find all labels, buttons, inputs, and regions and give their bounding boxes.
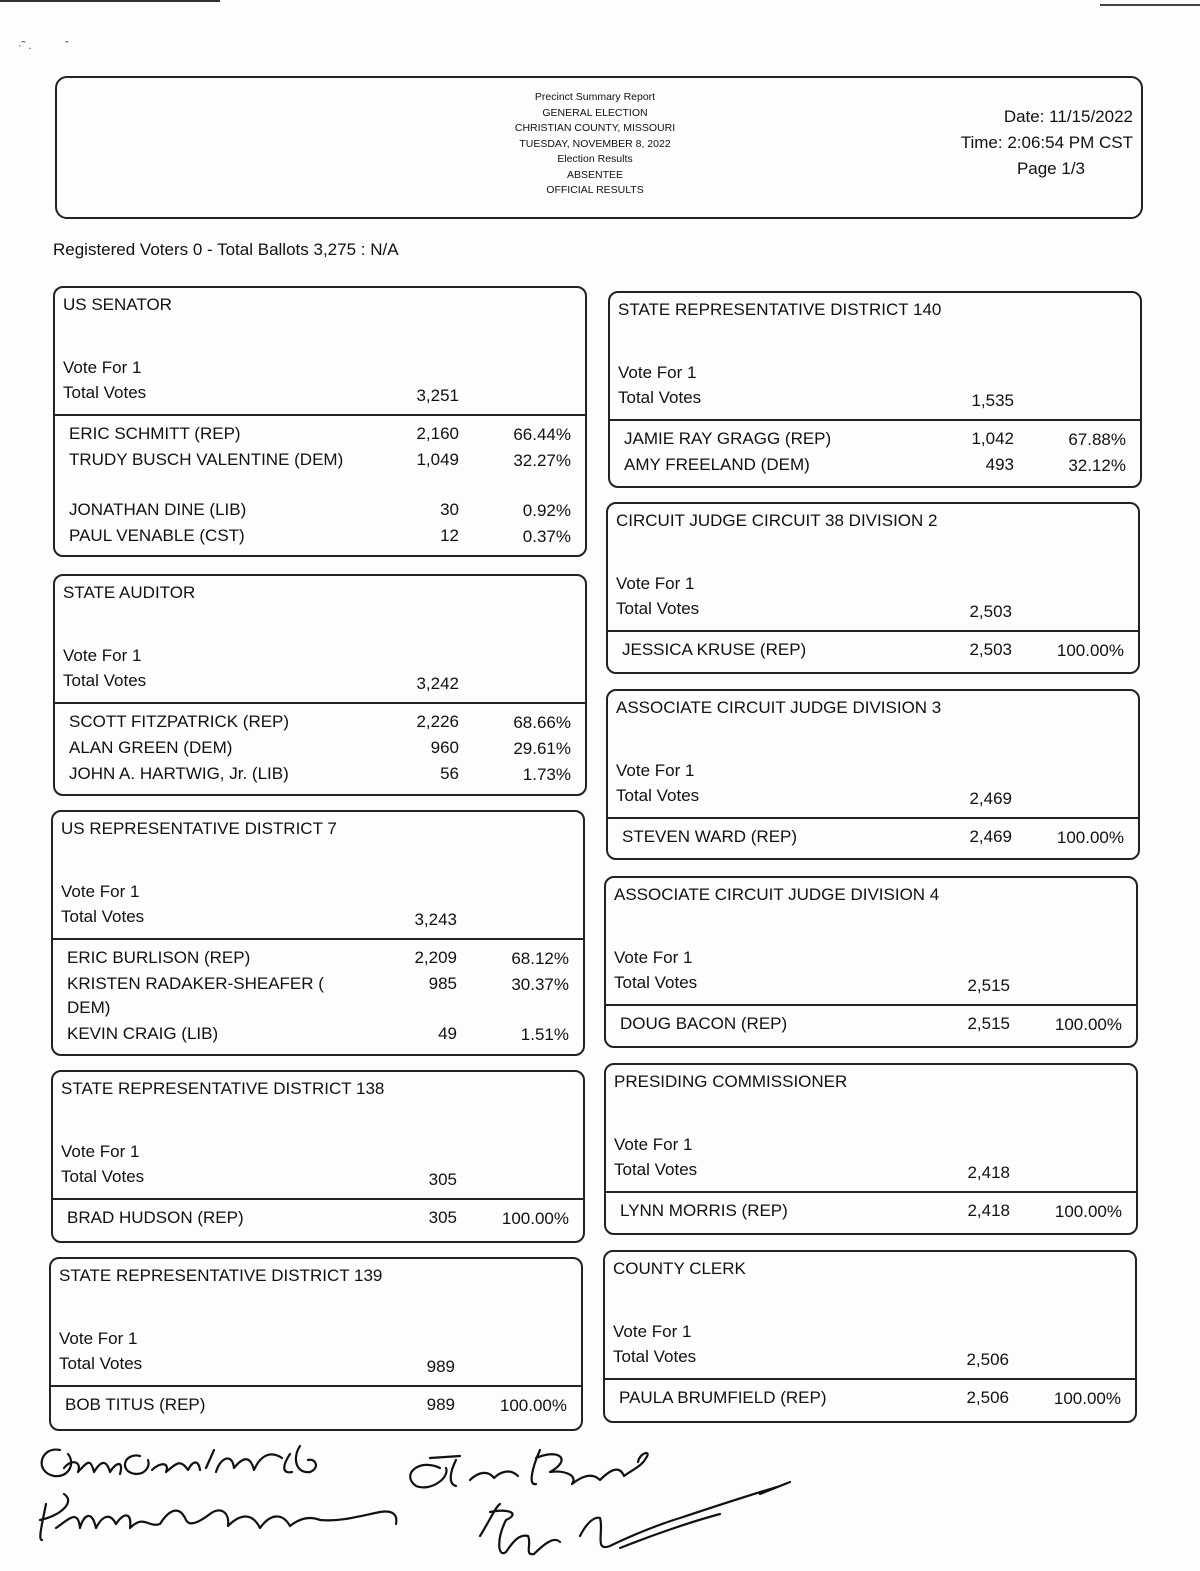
contest-title: STATE AUDITOR	[63, 583, 196, 602]
candidate-name: TRUDY BUSCH VALENTINE (DEM)	[69, 450, 344, 469]
candidate-list	[610, 427, 1140, 479]
candidate-votes: 2,418	[967, 1201, 1010, 1220]
total-votes-value: 989	[426, 1357, 455, 1376]
candidate-votes: 56	[440, 764, 459, 783]
ballot-type: ABSENTEE	[566, 168, 624, 181]
candidate-percent: 68.66%	[513, 713, 571, 732]
candidate-votes: 2,226	[416, 712, 459, 731]
ballot-summary: Registered Voters 0 - Total Ballots 3,275 : N/A	[53, 240, 399, 259]
official-label: OFFICIAL RESULTS	[546, 184, 644, 196]
vote-for-label: Vote For 1	[59, 1329, 138, 1348]
vote-for-label: Vote For 1	[613, 1322, 692, 1341]
total-votes-value: 2,506	[966, 1350, 1009, 1369]
total-votes-label: Total Votes	[59, 1354, 143, 1373]
contest-title: STATE REPRESENTATIVE DISTRICT 138	[61, 1079, 385, 1098]
candidate-name: AMY FREELAND (DEM)	[624, 455, 810, 474]
candidate-votes: 2,160	[416, 424, 459, 443]
candidate-percent: 100.00%	[1053, 1389, 1121, 1408]
candidate-name: LYNN MORRIS (REP)	[620, 1201, 788, 1220]
candidate-row	[55, 524, 585, 550]
contest-title: CIRCUIT JUDGE CIRCUIT 38 DIVISION 2	[616, 511, 938, 530]
candidate-percent: 1.73%	[522, 765, 571, 784]
signature-1	[42, 1446, 316, 1476]
total-votes-value: 2,515	[967, 976, 1010, 995]
signature-4	[480, 1482, 790, 1554]
candidate-name: KEVIN CRAIG (LIB)	[67, 1024, 219, 1043]
contest-title: STATE REPRESENTATIVE DISTRICT 139	[59, 1266, 383, 1285]
contest-box	[603, 1250, 1137, 1423]
candidate-votes: 12	[440, 526, 459, 545]
contest-box	[53, 574, 587, 796]
signatures	[20, 1428, 820, 1568]
contest-title: US REPRESENTATIVE DISTRICT 7	[61, 819, 337, 838]
county-name: CHRISTIAN COUNTY, MISSOURI	[514, 122, 676, 134]
report-time: Time: 2:06:54 PM CST	[960, 133, 1133, 152]
contest-box	[606, 689, 1140, 860]
candidate-percent: 67.88%	[1068, 430, 1126, 449]
signature-3	[410, 1450, 647, 1487]
candidate-name: BOB TITUS (REP)	[65, 1395, 206, 1414]
candidate-votes: 305	[428, 1208, 457, 1227]
candidate-row	[51, 1393, 581, 1419]
contest-title: ASSOCIATE CIRCUIT JUDGE DIVISION 3	[616, 698, 942, 717]
candidate-percent: 68.12%	[511, 949, 569, 968]
scan-edge-line-left	[0, 0, 220, 2]
vote-for-label: Vote For 1	[618, 363, 697, 382]
page-number: Page 1/3	[1016, 159, 1085, 178]
candidate-percent: 100.00%	[1056, 828, 1124, 847]
scan-edge-marks	[0, 0, 1200, 14]
candidate-name: DOUG BACON (REP)	[620, 1014, 788, 1033]
candidate-row	[608, 825, 1138, 851]
total-votes-label: Total Votes	[61, 1167, 145, 1186]
total-votes-value: 1,535	[971, 391, 1014, 410]
candidate-percent: 100.00%	[501, 1209, 569, 1228]
total-votes-value: 2,418	[967, 1163, 1010, 1182]
vote-for-label: Vote For 1	[616, 761, 695, 780]
candidate-votes: 989	[426, 1395, 455, 1414]
candidate-list	[608, 825, 1138, 851]
candidate-list	[606, 1012, 1136, 1038]
total-votes-value: 2,469	[969, 789, 1012, 808]
election-name: GENERAL ELECTION	[542, 106, 648, 119]
candidate-name: JOHN A. HARTWIG, Jr. (LIB)	[69, 764, 289, 783]
total-votes-label: Total Votes	[614, 973, 698, 992]
candidate-list	[608, 638, 1138, 664]
candidate-name: JAMIE RAY GRAGG (REP)	[624, 429, 832, 448]
report-date: Date: 11/15/2022	[1003, 107, 1133, 126]
contest-divider	[608, 817, 1138, 819]
candidate-votes: 30	[440, 500, 459, 519]
contest-box	[51, 1070, 585, 1243]
candidate-name: JESSICA KRUSE (REP)	[622, 640, 807, 659]
candidate-row	[53, 1022, 583, 1048]
candidate-name: ALAN GREEN (DEM)	[69, 738, 233, 757]
candidate-percent: 0.37%	[522, 527, 571, 546]
candidate-name: ERIC SCHMITT (REP)	[69, 424, 241, 443]
total-votes-value: 305	[428, 1170, 457, 1189]
total-votes-label: Total Votes	[613, 1347, 697, 1366]
candidate-row	[53, 1206, 583, 1232]
candidate-row	[55, 736, 585, 762]
total-votes-label: Total Votes	[63, 671, 147, 690]
candidate-votes: 2,515	[967, 1014, 1010, 1033]
election-date: TUESDAY, NOVEMBER 8, 2022	[519, 137, 671, 150]
total-votes-value: 3,242	[416, 674, 459, 693]
vote-for-label: Vote For 1	[61, 1142, 140, 1161]
contest-box	[604, 876, 1138, 1048]
contest-divider	[51, 1385, 581, 1387]
total-votes-value: 3,243	[414, 910, 457, 929]
contest-box	[51, 810, 585, 1056]
candidate-row	[610, 453, 1140, 479]
candidate-percent: 32.12%	[1068, 456, 1126, 475]
candidate-row	[55, 498, 585, 524]
results-label: Election Results	[557, 153, 633, 165]
candidate-votes: 2,469	[969, 827, 1012, 846]
total-votes-label: Total Votes	[63, 383, 147, 402]
scan-edge-line-right	[1100, 4, 1200, 6]
candidate-row	[55, 762, 585, 788]
vote-for-label: Vote For 1	[63, 646, 142, 665]
total-votes-label: Total Votes	[616, 786, 700, 805]
candidate-name: KRISTEN RADAKER-SHEAFER ( DEM)	[67, 974, 324, 1017]
candidate-votes: 985	[428, 974, 457, 993]
candidate-votes: 2,209	[414, 948, 457, 967]
contest-title: US SENATOR	[63, 295, 172, 314]
contest-divider	[606, 1191, 1136, 1193]
vote-for-label: Vote For 1	[614, 948, 693, 967]
total-votes-value: 3,251	[416, 386, 459, 405]
contest-divider	[610, 419, 1140, 421]
candidate-percent: 100.00%	[1054, 1202, 1122, 1221]
candidate-name: ERIC BURLISON (REP)	[67, 948, 251, 967]
contest-title: ASSOCIATE CIRCUIT JUDGE DIVISION 4	[614, 885, 940, 904]
candidate-list	[55, 710, 585, 788]
total-votes-label: Total Votes	[616, 599, 700, 618]
report-meta	[903, 104, 1133, 182]
candidate-percent: 32.27%	[513, 451, 571, 470]
candidate-votes: 493	[985, 455, 1014, 474]
candidate-votes: 960	[430, 738, 459, 757]
candidate-name: STEVEN WARD (REP)	[622, 827, 798, 846]
contest-divider	[53, 938, 583, 940]
candidate-list	[606, 1199, 1136, 1225]
vote-for-label: Vote For 1	[63, 358, 142, 377]
candidate-row	[53, 946, 583, 972]
candidate-votes: 49	[438, 1024, 457, 1043]
total-votes-label: Total Votes	[614, 1160, 698, 1179]
candidate-name: SCOTT FITZPATRICK (REP)	[69, 712, 290, 731]
candidate-percent: 29.61%	[513, 739, 571, 758]
contest-divider	[606, 1004, 1136, 1006]
candidate-row	[605, 1386, 1135, 1412]
candidate-percent: 1.51%	[520, 1025, 569, 1044]
contest-title: STATE REPRESENTATIVE DISTRICT 140	[618, 300, 942, 319]
candidate-name: PAULA BRUMFIELD (REP)	[619, 1388, 827, 1407]
contest-box	[606, 502, 1140, 674]
candidate-row	[53, 972, 583, 1022]
candidate-list	[605, 1386, 1135, 1412]
candidate-list	[55, 422, 585, 550]
candidate-list	[53, 946, 583, 1048]
contest-box	[608, 291, 1142, 488]
candidate-row	[610, 427, 1140, 453]
candidate-list	[51, 1393, 581, 1419]
candidate-row	[55, 710, 585, 736]
contest-divider	[608, 630, 1138, 632]
candidate-votes: 2,506	[966, 1388, 1009, 1407]
candidate-votes: 2,503	[969, 640, 1012, 659]
contest-title: PRESIDING COMMISSIONER	[614, 1072, 848, 1091]
candidate-percent: 0.92%	[522, 501, 571, 520]
contest-divider	[53, 1198, 583, 1200]
contest-title: COUNTY CLERK	[613, 1259, 746, 1278]
contest-box	[53, 286, 587, 557]
candidate-percent: 100.00%	[1056, 641, 1124, 660]
candidate-row	[55, 422, 585, 448]
signature-2	[40, 1494, 396, 1540]
candidate-votes: 1,049	[416, 450, 459, 469]
contest-box	[49, 1257, 583, 1431]
vote-for-label: Vote For 1	[616, 574, 695, 593]
candidate-name: PAUL VENABLE (CST)	[69, 526, 245, 545]
total-votes-label: Total Votes	[618, 388, 702, 407]
report-header	[55, 76, 1143, 219]
candidate-percent: 66.44%	[513, 425, 571, 444]
contest-divider	[55, 702, 585, 704]
contest-divider	[55, 414, 585, 416]
contest-box	[604, 1063, 1138, 1235]
candidate-row	[608, 638, 1138, 664]
candidate-list	[53, 1206, 583, 1232]
scan-specks: ·˜ . ˆ	[18, 40, 69, 52]
candidate-row	[606, 1012, 1136, 1038]
total-votes-label: Total Votes	[61, 907, 145, 926]
candidate-row	[55, 448, 585, 498]
candidate-name: JONATHAN DINE (LIB)	[69, 500, 247, 519]
vote-for-label: Vote For 1	[614, 1135, 693, 1154]
report-title-block	[377, 90, 813, 199]
candidate-percent: 100.00%	[499, 1396, 567, 1415]
vote-for-label: Vote For 1	[61, 882, 140, 901]
candidate-percent: 100.00%	[1054, 1015, 1122, 1034]
candidate-votes: 1,042	[971, 429, 1014, 448]
candidate-row	[606, 1199, 1136, 1225]
total-votes-value: 2,503	[969, 602, 1012, 621]
candidate-percent: 30.37%	[511, 975, 569, 994]
candidate-name: BRAD HUDSON (REP)	[67, 1208, 244, 1227]
report-title: Precinct Summary Report	[534, 91, 656, 103]
contest-divider	[605, 1378, 1135, 1380]
